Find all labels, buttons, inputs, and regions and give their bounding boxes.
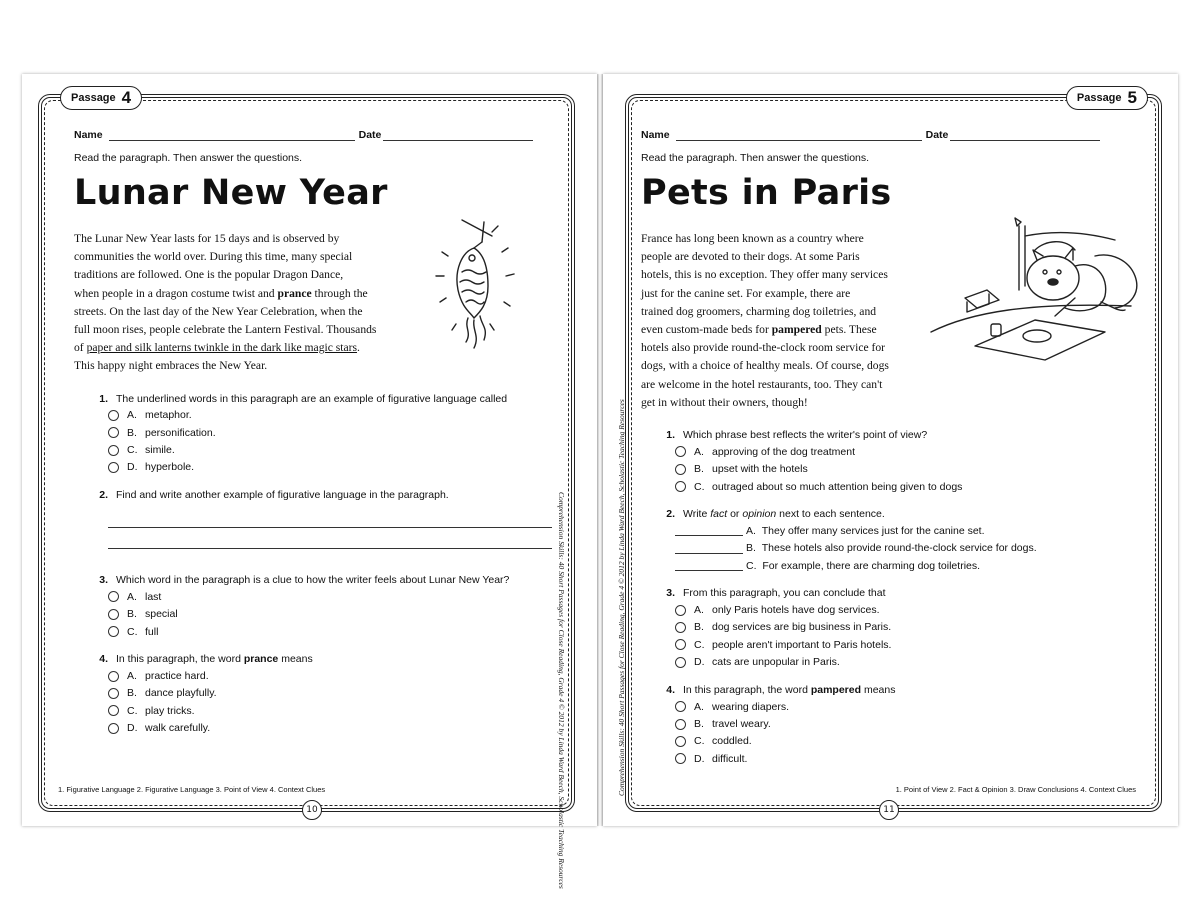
answer-option[interactable]	[675, 750, 1119, 767]
option-letter: A.	[694, 445, 704, 458]
answer-option[interactable]	[108, 702, 552, 719]
paragraph-line: streets. On the last day of the New Year Celebration, when the	[74, 304, 363, 318]
answer-option[interactable]	[108, 720, 552, 737]
emphasis-word: opinion	[742, 508, 777, 521]
passage-tag	[1066, 86, 1148, 110]
option-text: last	[145, 590, 162, 603]
radio-circle[interactable]	[108, 688, 119, 699]
radio-circle[interactable]	[675, 736, 686, 747]
answer-write-line[interactable]	[108, 528, 552, 549]
passage-number: 5	[1127, 88, 1137, 107]
option-letter: A.	[127, 590, 137, 603]
paragraph-line: trained dog groomers, charming dog toiletries, and	[641, 304, 877, 318]
option-letter: B.	[694, 463, 704, 476]
passage-title: Pets in Paris	[641, 173, 892, 213]
vocab-word: prance	[277, 286, 312, 300]
radio-circle[interactable]	[108, 410, 119, 421]
radio-circle[interactable]	[108, 705, 119, 716]
option-text: metaphor.	[145, 409, 192, 422]
paragraph-line: get in without their owners, though!	[641, 395, 808, 409]
option-text: special	[145, 608, 178, 621]
option-text: people aren't important to Paris hotels.	[712, 638, 892, 651]
copyright-sidebar: Comprehension Skills: 40 Short Passages for Close Reading, Grade 4 © 2012 by Linda Ward Beech, Scholastic Teaching Resources	[617, 399, 626, 796]
option-letter: C.	[127, 625, 138, 638]
question-number: 2.	[666, 508, 675, 521]
text-run: of	[74, 341, 84, 355]
option-letter: C.	[694, 638, 705, 651]
option-text: These hotels also provide round-the-clock service for dogs.	[761, 542, 1037, 555]
radio-circle[interactable]	[108, 609, 119, 620]
question-3	[641, 585, 1119, 671]
answer-option[interactable]	[675, 636, 1119, 653]
fact-opinion-item[interactable]	[675, 557, 1119, 574]
answer-option[interactable]	[108, 459, 552, 476]
option-text: upset with the hotels	[712, 463, 808, 476]
question-number: 1.	[666, 429, 675, 442]
passage-label: Passage	[71, 92, 116, 104]
radio-circle[interactable]	[108, 427, 119, 438]
date-blank[interactable]	[383, 129, 533, 141]
text-run: when people in a dragon costume twist and	[74, 286, 275, 300]
option-letter: B.	[127, 608, 137, 621]
question-text: means	[281, 653, 313, 666]
option-letter: A.	[694, 700, 704, 713]
right-worksheet-page	[603, 74, 1178, 826]
radio-circle[interactable]	[108, 591, 119, 602]
option-letter: D.	[694, 656, 705, 669]
question-text: Which word in the paragraph is a clue to how the writer feels about Lunar New Year?	[116, 574, 510, 587]
name-date-line	[641, 125, 1119, 141]
radio-circle[interactable]	[675, 464, 686, 475]
question-text: next to each sentence.	[779, 508, 885, 521]
question-list	[74, 391, 552, 737]
option-letter: A.	[694, 604, 704, 617]
question-text: In this paragraph, the word	[116, 653, 241, 666]
radio-circle[interactable]	[675, 701, 686, 712]
paragraph-line: are welcome in the hotel restaurants, too. They can't	[641, 377, 883, 391]
answer-blank[interactable]	[675, 525, 743, 536]
answer-option[interactable]	[675, 601, 1119, 618]
radio-circle[interactable]	[675, 446, 686, 457]
fish-lantern-illustration	[422, 212, 542, 362]
paragraph-line: dogs, with a choice of healthy meals. Of course, dogs	[641, 359, 889, 373]
option-text: coddled.	[712, 735, 752, 748]
vocab-word: pampered	[771, 323, 822, 337]
answer-option[interactable]	[108, 685, 552, 702]
question-text: means	[863, 683, 896, 696]
name-label: Name	[641, 129, 670, 141]
date-label: Date	[358, 129, 382, 141]
option-letter: A.	[127, 409, 137, 422]
answer-option[interactable]	[108, 441, 552, 458]
date-label: Date	[925, 129, 949, 141]
instructions: Read the paragraph. Then answer the questions.	[74, 152, 303, 164]
question-2	[74, 487, 552, 561]
question-number: 3.	[666, 587, 675, 600]
option-text: hyperbole.	[145, 461, 195, 474]
answer-option[interactable]	[675, 698, 1119, 715]
option-text: difficult.	[712, 752, 748, 765]
page-number: 11	[879, 800, 899, 820]
skills-footer: 1. Point of View 2. Fact & Opinion 3. Draw Conclusions 4. Context Clues	[895, 785, 1136, 794]
question-number: 4.	[99, 653, 108, 666]
page-number: 10	[302, 800, 322, 820]
fact-opinion-item[interactable]	[675, 540, 1119, 557]
paragraph-line: The Lunar New Year lasts for 15 days and is observed by	[74, 232, 340, 245]
option-letter: C.	[127, 704, 138, 717]
worksheet-content	[74, 114, 552, 748]
question-4	[74, 651, 552, 737]
option-letter: C.	[746, 559, 757, 572]
question-text: Write	[683, 508, 708, 521]
name-blank[interactable]	[109, 129, 355, 141]
answer-option[interactable]	[675, 460, 1119, 477]
answer-option[interactable]	[675, 715, 1119, 732]
option-text: walk carefully.	[145, 722, 211, 735]
passage-label: Passage	[1076, 92, 1122, 104]
answer-option[interactable]	[108, 606, 552, 623]
option-letter: C.	[694, 735, 705, 748]
instructions: Read the paragraph. Then answer the questions.	[641, 152, 870, 164]
text-run: .	[357, 341, 360, 355]
passage-tag	[60, 86, 142, 110]
option-letter: B.	[746, 542, 756, 555]
skills-footer: 1. Figurative Language 2. Figurative Language 3. Point of View 4. Context Clues	[58, 785, 326, 794]
left-worksheet-page	[22, 74, 597, 889]
option-text: travel weary.	[712, 718, 771, 731]
vocab-word: pampered	[810, 683, 862, 696]
option-text: cats are unpopular in Paris.	[712, 656, 840, 669]
answer-option[interactable]	[108, 407, 552, 424]
radio-circle[interactable]	[675, 657, 686, 668]
option-letter: C.	[127, 444, 138, 457]
radio-circle[interactable]	[108, 723, 119, 734]
question-text: The underlined words in this paragraph are an example of figurative language called	[116, 392, 508, 405]
option-text: wearing diapers.	[712, 700, 790, 713]
option-text: dog services are big business in Paris.	[712, 621, 892, 634]
radio-circle[interactable]	[675, 639, 686, 650]
answer-option[interactable]	[108, 667, 552, 684]
question-number: 2.	[99, 489, 108, 502]
option-text: only Paris hotels have dog services.	[712, 604, 880, 617]
date-blank[interactable]	[950, 129, 1100, 141]
answer-option[interactable]	[675, 733, 1119, 750]
text-run: pets. These	[824, 323, 877, 337]
option-letter: B.	[127, 426, 137, 439]
paragraph-line: This happy night embraces the New Year.	[74, 359, 268, 373]
paragraph-line: hotels also provide round-the-clock room service for	[641, 341, 886, 355]
answer-option[interactable]	[108, 588, 552, 605]
vocab-word: prance	[243, 653, 279, 666]
option-text: play tricks.	[145, 704, 195, 717]
dog-hotel-illustration	[925, 206, 1147, 366]
answer-write-line[interactable]	[108, 507, 552, 528]
answer-option[interactable]	[108, 623, 552, 640]
option-text: personification.	[145, 426, 216, 439]
text-run: even custom-made beds for	[641, 323, 769, 337]
option-text: outraged about so much attention being given to dogs	[712, 480, 963, 493]
passage-title: Lunar New Year	[74, 173, 388, 213]
name-label: Name	[74, 129, 103, 141]
radio-circle[interactable]	[675, 719, 686, 730]
question-text: In this paragraph, the word	[683, 683, 808, 696]
radio-circle[interactable]	[675, 753, 686, 764]
question-number: 4.	[666, 683, 675, 696]
answer-option[interactable]	[675, 619, 1119, 636]
radio-circle[interactable]	[108, 671, 119, 682]
question-text: From this paragraph, you can conclude that	[683, 587, 886, 600]
option-letter: A.	[746, 524, 756, 537]
option-text: approving of the dog treatment	[712, 445, 856, 458]
option-text: For example, there are charming dog toiletries.	[762, 559, 981, 572]
paragraph-line: just for the canine set. For example, there are	[641, 286, 851, 300]
answer-option[interactable]	[108, 424, 552, 441]
question-1	[74, 391, 552, 477]
text-run: through the	[314, 286, 368, 300]
radio-circle[interactable]	[675, 605, 686, 616]
passage-number: 4	[121, 88, 132, 107]
radio-circle[interactable]	[108, 462, 119, 473]
option-text: dance playfully.	[145, 687, 217, 700]
name-date-line	[74, 125, 552, 141]
option-text: full	[145, 625, 159, 638]
radio-circle[interactable]	[108, 626, 119, 637]
radio-circle[interactable]	[675, 481, 686, 492]
answer-blank[interactable]	[675, 560, 743, 571]
paragraph-line: people are devoted to their dogs. At some Paris	[641, 250, 860, 264]
copyright-sidebar: Comprehension Skills: 40 Short Passages for Close Reading, Grade 4 © 2012 by Linda Ward Beech, Scholastic Teaching Resources	[557, 492, 566, 889]
radio-circle[interactable]	[108, 445, 119, 456]
option-letter: B.	[127, 687, 137, 700]
paragraph-line: communities the world over. During this time, many special	[74, 250, 353, 264]
option-letter: B.	[694, 621, 704, 634]
underlined-phrase: paper and silk lanterns twinkle in the dark like magic stars	[86, 341, 358, 355]
option-text: simile.	[145, 444, 175, 457]
question-text: Find and write another example of figurative language in the paragraph.	[116, 489, 449, 502]
option-text: They offer many services just for the canine set.	[761, 524, 985, 537]
option-letter: B.	[694, 718, 704, 731]
option-letter: A.	[127, 670, 137, 683]
paragraph-line: traditions are followed. One is the popular Dragon Dance,	[74, 268, 344, 282]
paragraph-line: full moon rises, people celebrate the Lantern Festival. Thousands	[74, 323, 377, 337]
option-letter: D.	[694, 752, 705, 765]
question-text: Which phrase best reflects the writer's point of view?	[683, 429, 928, 442]
option-text: practice hard.	[145, 670, 209, 683]
question-4	[641, 682, 1119, 768]
question-1	[641, 427, 1119, 495]
question-number: 1.	[99, 392, 108, 405]
paragraph-line: France has long been known as a country where	[641, 232, 864, 245]
paragraph-line: hotels, this is no exception. They offer many services	[641, 268, 888, 282]
name-blank[interactable]	[676, 129, 922, 141]
question-number: 3.	[99, 574, 108, 587]
emphasis-word: fact	[710, 508, 728, 521]
fact-opinion-item[interactable]	[675, 522, 1119, 539]
answer-blank[interactable]	[675, 543, 743, 554]
radio-circle[interactable]	[675, 622, 686, 633]
answer-option[interactable]	[675, 478, 1119, 495]
question-2	[641, 506, 1119, 574]
question-list	[641, 427, 1119, 767]
question-text: or	[730, 508, 740, 521]
option-letter: D.	[127, 461, 138, 474]
answer-option[interactable]	[675, 443, 1119, 460]
question-3	[74, 572, 552, 640]
option-letter: C.	[694, 480, 705, 493]
option-letter: D.	[127, 722, 138, 735]
answer-option[interactable]	[675, 654, 1119, 671]
